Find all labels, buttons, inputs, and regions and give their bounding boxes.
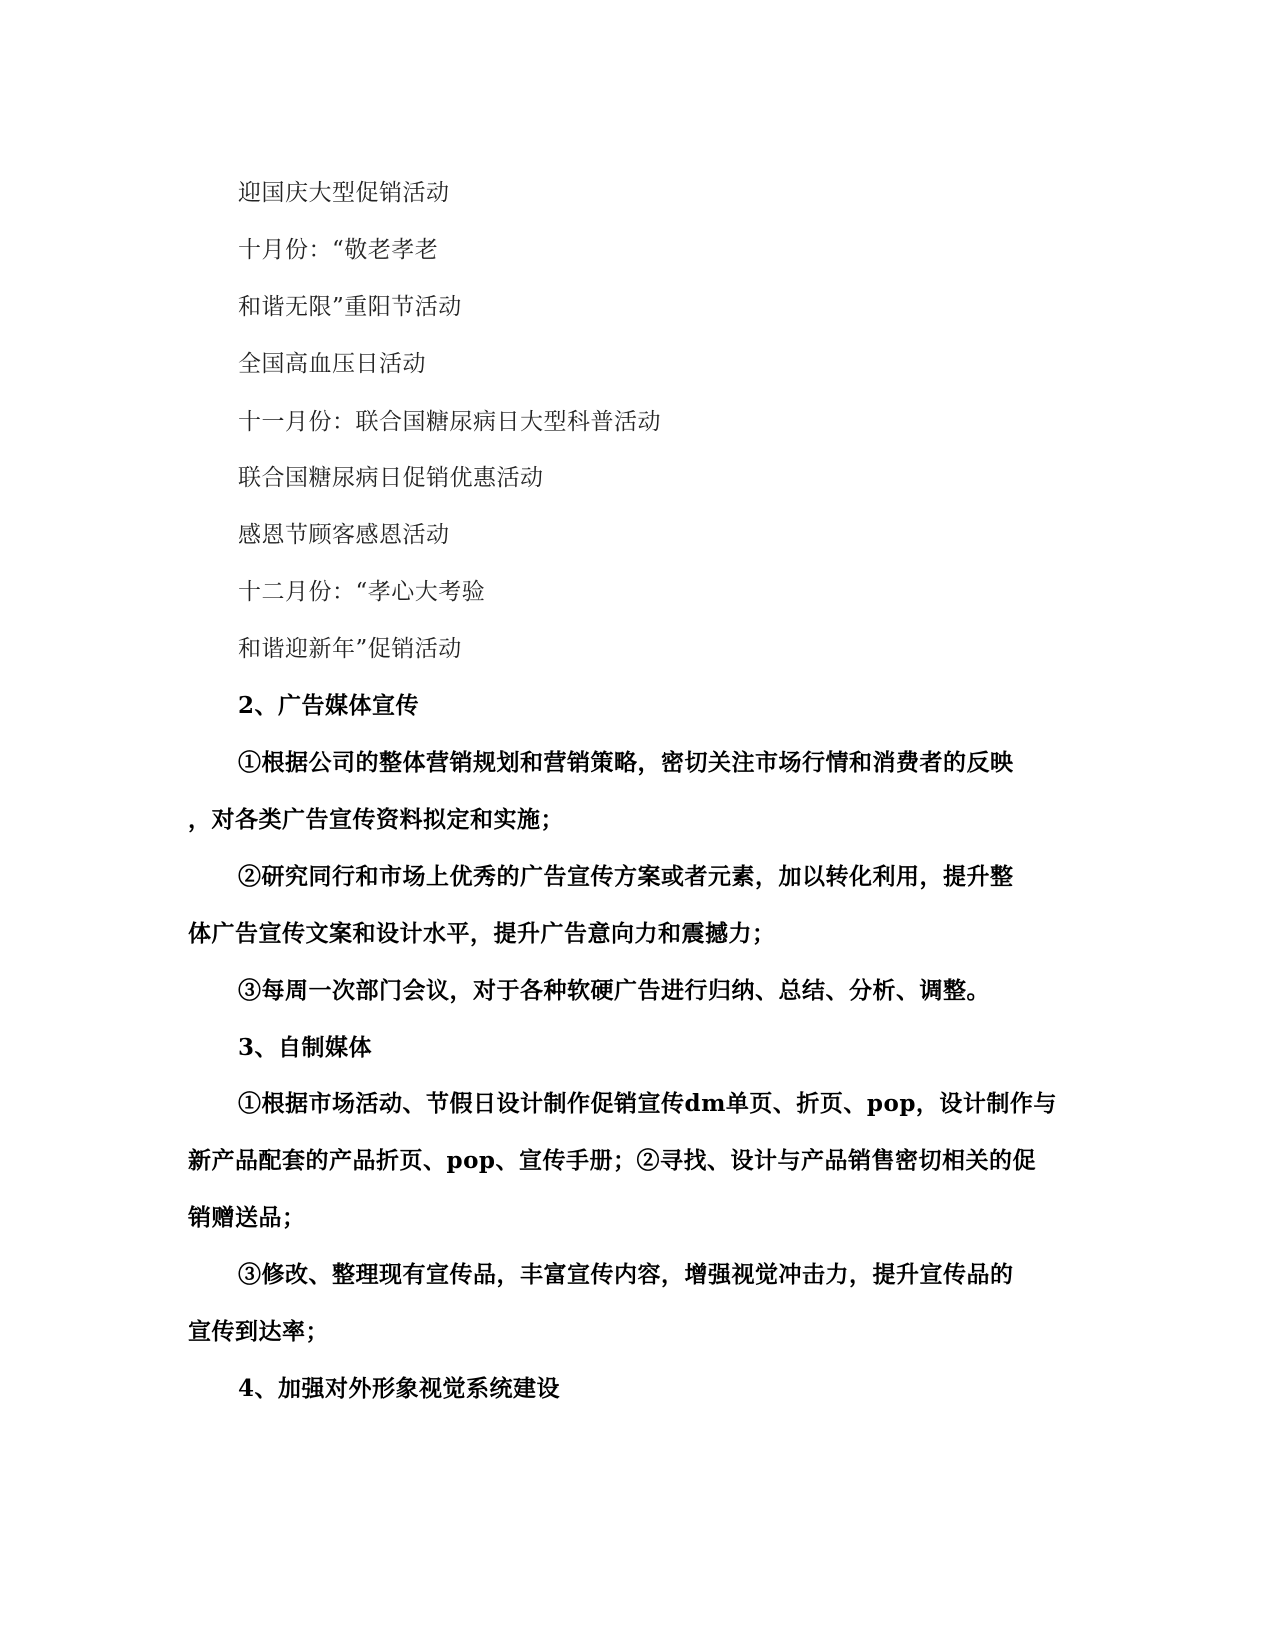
paragraph-line: ①根据公司的整体营销规划和营销策略，密切关注市场行情和消费者的反映	[238, 749, 1014, 776]
text-line: 十月份：“敬老孝老	[238, 237, 439, 263]
text-line: 全国高血压日活动	[238, 351, 426, 377]
section-heading: 4、加强对外形象视觉系统建设	[238, 1375, 561, 1402]
text-line: 和谐迎新年”促销活动	[238, 636, 462, 662]
text-line: 联合国糖尿病日促销优惠活动	[238, 465, 544, 491]
paragraph-line: ②研究同行和市场上优秀的广告宣传方案或者元素，加以转化利用，提升整	[238, 863, 1014, 890]
paragraph-line: 体广告宣传文案和设计水平，提升广告意向力和震撼力；	[188, 920, 776, 947]
paragraph-line: ③每周一次部门会议，对于各种软硬广告进行归纳、总结、分析、调整。	[238, 977, 990, 1004]
paragraph-line: 宣传到达率；	[188, 1318, 329, 1345]
paragraph-line: ③修改、整理现有宣传品，丰富宣传内容，增强视觉冲击力，提升宣传品的	[238, 1261, 1014, 1288]
text-line: 迎国庆大型促销活动	[238, 180, 450, 206]
text-line: 和谐无限”重阳节活动	[238, 294, 462, 320]
text-line: 十二月份：“孝心大考验	[238, 579, 486, 605]
paragraph-line: ①根据市场活动、节假日设计制作促销宣传dm单页、折页、pop，设计制作与	[238, 1090, 1057, 1117]
section-heading: 2、广告媒体宣传	[238, 692, 420, 719]
text-line: 十一月份：联合国糖尿病日大型科普活动	[238, 409, 661, 435]
paragraph-line: ，对各类广告宣传资料拟定和实施；	[188, 806, 564, 833]
section-heading: 3、自制媒体	[238, 1034, 373, 1061]
paragraph-line: 销赠送品；	[188, 1204, 306, 1231]
paragraph-line: 新产品配套的产品折页、pop、宣传手册；②寻找、设计与产品销售密切相关的促	[188, 1147, 1037, 1174]
text-line: 感恩节顾客感恩活动	[238, 522, 450, 548]
